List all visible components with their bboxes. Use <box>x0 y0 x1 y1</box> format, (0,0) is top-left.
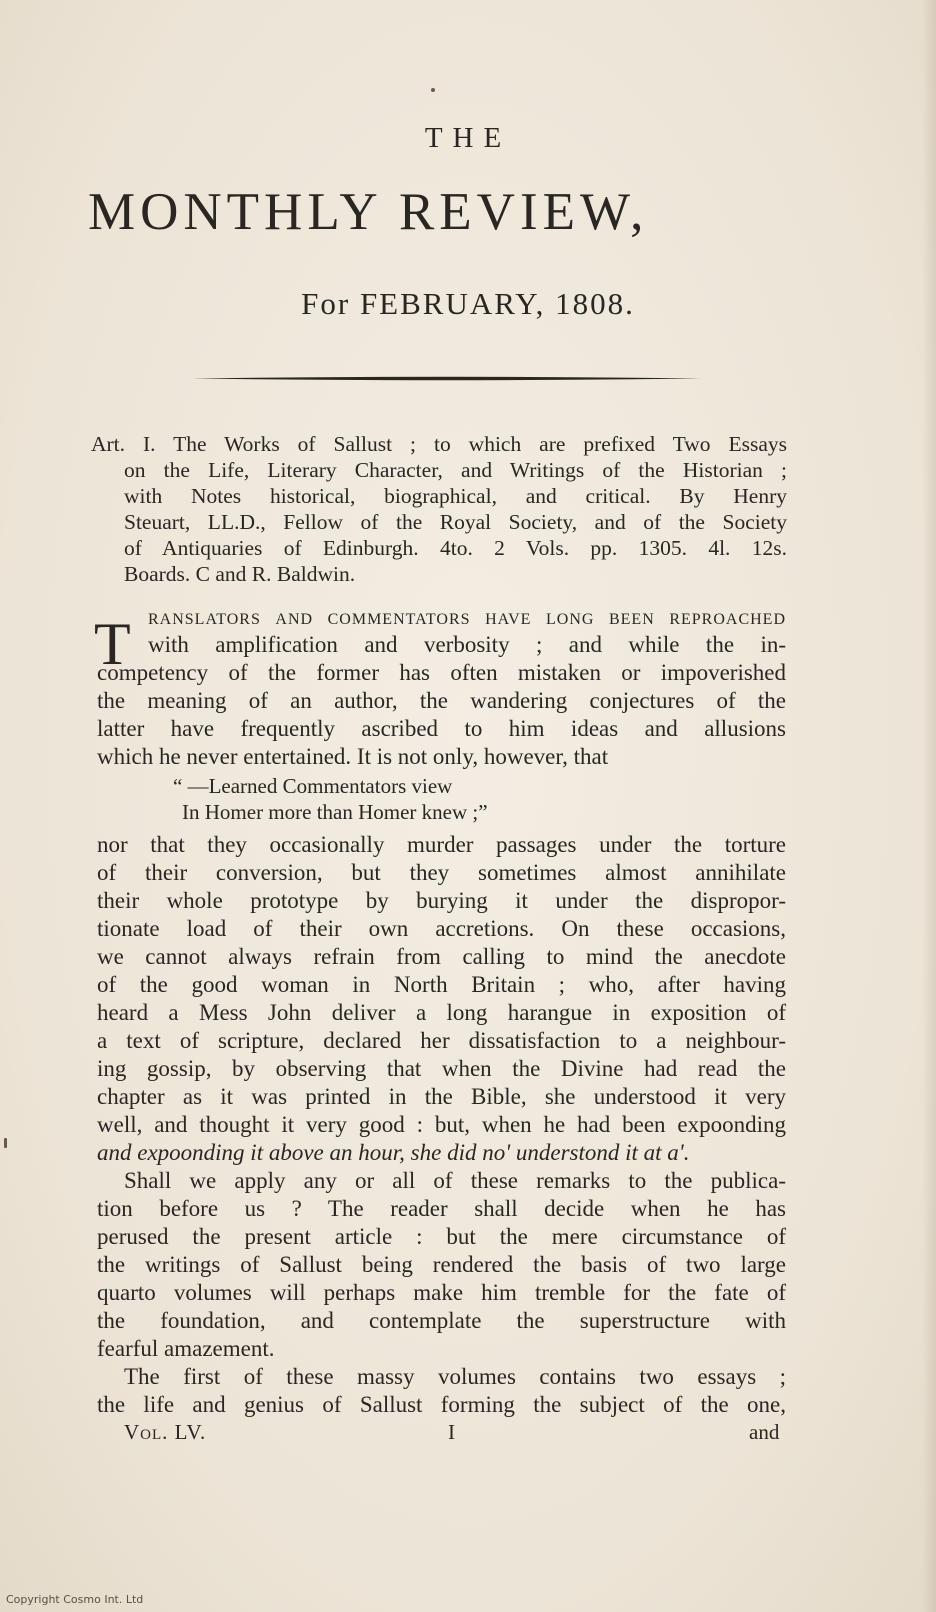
signature-mark: I <box>448 1420 455 1444</box>
masthead-date: For FEBRUARY, 1808. <box>301 286 635 321</box>
body-line: ranslators and commentators have long been reproached <box>148 604 786 629</box>
body-line: ing gossip, by observing that when the Divine had read the <box>97 1056 786 1081</box>
quote-line: “ —Learned Commentators view <box>173 774 453 798</box>
body-line: the foundation, and contemplate the superstructure with <box>97 1308 786 1333</box>
drop-cap: T <box>94 611 131 677</box>
copyright-credit: Copyright Cosmo Int. Ltd <box>6 1593 144 1606</box>
body-line: and expoonding it above an hour, she did no' understond it at a'. <box>97 1140 690 1165</box>
page-edge-shadow <box>922 0 936 1612</box>
body-line: nor that they occasionally murder passages under the torture <box>97 832 786 857</box>
volume-number: Vol. LV. <box>124 1420 207 1444</box>
article-heading-line: Steuart, LL.D., Fellow of the Royal Society, and of the Society <box>124 510 787 534</box>
article-heading-line: on the Life, Literary Character, and Writings of the Historian ; <box>124 458 787 482</box>
body-line: of their conversion, but they sometimes almost annihilate <box>97 860 786 885</box>
article-heading-line: Boards. C and R. Baldwin. <box>124 562 356 586</box>
body-line: Shall we apply any or all of these remarks to the publica- <box>124 1168 786 1193</box>
paper-speck <box>4 1138 7 1148</box>
masthead-title: MONTHLY REVIEW, <box>88 183 649 241</box>
body-line: a text of scripture, declared her dissatisfaction to a neighbour- <box>97 1028 786 1053</box>
body-line: the writings of Sallust being rendered the basis of two large <box>97 1252 786 1277</box>
body-line: chapter as it was printed in the Bible, she understood it very <box>97 1084 786 1109</box>
body-line: with amplification and verbosity ; and while the in- <box>148 632 786 657</box>
body-line: competency of the former has often mistaken or impoverished <box>97 660 786 685</box>
body-line: the life and genius of Sallust forming the subject of the one, <box>97 1392 786 1417</box>
body-line: we cannot always refrain from calling to mind the anecdote <box>97 944 786 969</box>
body-line: tionate load of their own accretions. On these occasions, <box>97 916 786 941</box>
body-line: well, and thought it very good : but, when he had been expoonding <box>97 1112 786 1137</box>
masthead-the: THE <box>424 122 512 154</box>
article-heading-line: with Notes historical, biographical, and critical. By Henry <box>124 484 787 508</box>
catchword: and <box>749 1420 780 1444</box>
body-line: of the good woman in North Britain ; who, after having <box>97 972 786 997</box>
body-line: latter have frequently ascribed to him ideas and allusions <box>97 716 786 741</box>
body-line: fearful amazement. <box>97 1336 275 1361</box>
body-line: quarto volumes will perhaps make him tremble for the fate of <box>97 1280 786 1305</box>
body-line: tion before us ? The reader shall decide when he has <box>97 1196 786 1221</box>
body-line: their whole prototype by burying it under the dispropor- <box>97 888 786 913</box>
body-line: perused the present article : but the mere circumstance of <box>97 1224 786 1249</box>
paper-speck <box>431 88 435 92</box>
ornamental-rule <box>192 376 702 381</box>
article-heading-line: of Antiquaries of Edinburgh. 4to. 2 Vols. pp. 1305. 4l. 12s. <box>124 536 787 560</box>
body-line: the meaning of an author, the wandering conjectures of the <box>97 688 786 713</box>
article-heading-line: Art. I. The Works of Sallust ; to which are prefixed Two Essays <box>91 432 787 456</box>
quote-line: In Homer more than Homer knew ;” <box>182 800 488 824</box>
body-line: which he never entertained. It is not only, however, that <box>97 744 609 769</box>
body-line: The first of these massy volumes contains two essays ; <box>124 1364 786 1389</box>
body-line: heard a Mess John deliver a long harangue in exposition of <box>97 1000 786 1025</box>
